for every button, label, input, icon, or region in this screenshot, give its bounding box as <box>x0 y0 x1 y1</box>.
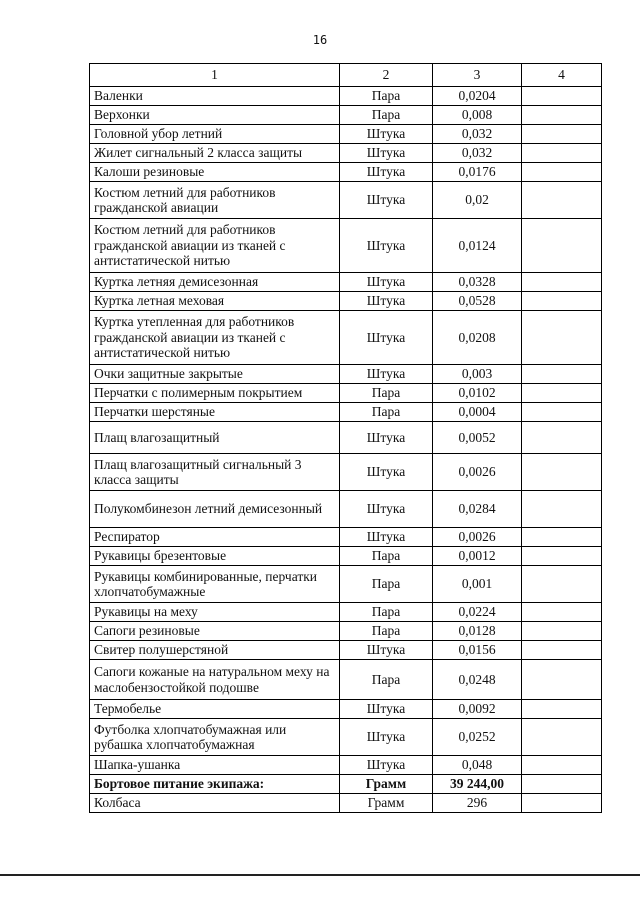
table-row <box>90 365 602 384</box>
quantity-cell: 0,0026 <box>433 454 522 491</box>
quantity-cell: 0,0176 <box>433 163 522 182</box>
unit-cell: Штука <box>340 454 433 491</box>
unit-cell: Штука <box>340 422 433 454</box>
quantity-cell: 0,0252 <box>433 719 522 756</box>
unit-cell: Штука <box>340 365 433 384</box>
table-row <box>90 491 602 528</box>
quantity-cell: 0,048 <box>433 756 522 775</box>
table-row <box>90 144 602 163</box>
quantity-cell: 0,0026 <box>433 528 522 547</box>
unit-cell: Грамм <box>340 775 433 794</box>
table-row <box>90 273 602 292</box>
empty-cell <box>522 547 602 566</box>
unit-cell: Пара <box>340 622 433 641</box>
unit-cell: Пара <box>340 660 433 700</box>
empty-cell <box>522 292 602 311</box>
table-row <box>90 794 602 813</box>
quantity-cell: 0,032 <box>433 144 522 163</box>
item-name-cell: Футболка хлопчатобумажная или рубашка хлопчатобумажная <box>90 719 340 756</box>
item-name-cell: Полукомбинезон летний демисезонный <box>90 491 340 528</box>
column-header-3: 3 <box>433 64 522 87</box>
empty-cell <box>522 566 602 603</box>
empty-cell <box>522 87 602 106</box>
item-name-cell: Костюм летний для работников гражданской авиации <box>90 182 340 219</box>
table-row <box>90 622 602 641</box>
item-name-cell: Костюм летний для работников гражданской авиации из тканей с антистатической нитью <box>90 219 340 273</box>
item-name-cell: Перчатки шерстяные <box>90 403 340 422</box>
table-row <box>90 566 602 603</box>
table-row <box>90 700 602 719</box>
unit-cell: Штука <box>340 641 433 660</box>
item-name-cell: Рукавицы комбинированные, перчатки хлопчатобумажные <box>90 566 340 603</box>
column-header-2: 2 <box>340 64 433 87</box>
table-row <box>90 641 602 660</box>
item-name-cell: Жилет сигнальный 2 класса защиты <box>90 144 340 163</box>
column-header-4: 4 <box>522 64 602 87</box>
quantity-cell: 296 <box>433 794 522 813</box>
unit-cell: Пара <box>340 403 433 422</box>
table-row <box>90 87 602 106</box>
item-name-cell: Очки защитные закрытые <box>90 365 340 384</box>
item-name-cell: Бортовое питание экипажа: <box>90 775 340 794</box>
quantity-cell: 0,0224 <box>433 603 522 622</box>
unit-cell: Штука <box>340 756 433 775</box>
unit-cell: Пара <box>340 384 433 403</box>
empty-cell <box>522 106 602 125</box>
column-header-1: 1 <box>90 64 340 87</box>
quantity-cell: 0,0092 <box>433 700 522 719</box>
empty-cell <box>522 403 602 422</box>
table-row <box>90 454 602 491</box>
table-row <box>90 603 602 622</box>
unit-cell: Штука <box>340 528 433 547</box>
table-row <box>90 422 602 454</box>
empty-cell <box>522 794 602 813</box>
item-name-cell: Рукавицы брезентовые <box>90 547 340 566</box>
item-name-cell: Куртка утепленная для работников гражданской авиации из тканей с антистатической нитью <box>90 311 340 365</box>
quantity-cell: 0,0204 <box>433 87 522 106</box>
item-name-cell: Сапоги резиновые <box>90 622 340 641</box>
empty-cell <box>522 422 602 454</box>
quantity-cell: 0,0528 <box>433 292 522 311</box>
empty-cell <box>522 700 602 719</box>
empty-cell <box>522 125 602 144</box>
unit-cell: Штука <box>340 311 433 365</box>
item-name-cell: Плащ влагозащитный сигнальный 3 класса защиты <box>90 454 340 491</box>
table-row <box>90 292 602 311</box>
empty-cell <box>522 219 602 273</box>
quantity-cell: 39 244,00 <box>433 775 522 794</box>
item-name-cell: Шапка-ушанка <box>90 756 340 775</box>
quantity-cell: 0,0208 <box>433 311 522 365</box>
empty-cell <box>522 454 602 491</box>
page-bottom-border <box>0 874 640 876</box>
quantity-cell: 0,0102 <box>433 384 522 403</box>
unit-cell: Штука <box>340 163 433 182</box>
empty-cell <box>522 719 602 756</box>
item-name-cell: Плащ влагозащитный <box>90 422 340 454</box>
item-name-cell: Верхонки <box>90 106 340 125</box>
unit-cell: Штука <box>340 125 433 144</box>
quantity-cell: 0,001 <box>433 566 522 603</box>
empty-cell <box>522 603 602 622</box>
table-row <box>90 775 602 794</box>
supply-table <box>89 63 602 813</box>
table-row <box>90 219 602 273</box>
item-name-cell: Валенки <box>90 87 340 106</box>
unit-cell: Штука <box>340 491 433 528</box>
unit-cell: Пара <box>340 547 433 566</box>
quantity-cell: 0,0124 <box>433 219 522 273</box>
quantity-cell: 0,0284 <box>433 491 522 528</box>
page-number: 16 <box>312 33 328 47</box>
table-header-row <box>90 64 602 87</box>
table-row <box>90 719 602 756</box>
empty-cell <box>522 756 602 775</box>
item-name-cell: Калоши резиновые <box>90 163 340 182</box>
empty-cell <box>522 273 602 292</box>
empty-cell <box>522 144 602 163</box>
table-row <box>90 125 602 144</box>
item-name-cell: Колбаса <box>90 794 340 813</box>
empty-cell <box>522 491 602 528</box>
empty-cell <box>522 775 602 794</box>
empty-cell <box>522 182 602 219</box>
quantity-cell: 0,0156 <box>433 641 522 660</box>
empty-cell <box>522 528 602 547</box>
item-name-cell: Свитер полушерстяной <box>90 641 340 660</box>
table-row <box>90 384 602 403</box>
table-row <box>90 660 602 700</box>
empty-cell <box>522 163 602 182</box>
table-row <box>90 547 602 566</box>
empty-cell <box>522 384 602 403</box>
item-name-cell: Респиратор <box>90 528 340 547</box>
quantity-cell: 0,0128 <box>433 622 522 641</box>
quantity-cell: 0,0004 <box>433 403 522 422</box>
empty-cell <box>522 365 602 384</box>
quantity-cell: 0,02 <box>433 182 522 219</box>
empty-cell <box>522 660 602 700</box>
item-name-cell: Термобелье <box>90 700 340 719</box>
quantity-cell: 0,003 <box>433 365 522 384</box>
unit-cell: Штука <box>340 273 433 292</box>
quantity-cell: 0,0052 <box>433 422 522 454</box>
table-row <box>90 528 602 547</box>
empty-cell <box>522 311 602 365</box>
unit-cell: Штука <box>340 219 433 273</box>
quantity-cell: 0,032 <box>433 125 522 144</box>
unit-cell: Пара <box>340 87 433 106</box>
item-name-cell: Сапоги кожаные на натуральном меху на маслобензостойкой подошве <box>90 660 340 700</box>
unit-cell: Пара <box>340 566 433 603</box>
unit-cell: Штука <box>340 292 433 311</box>
table-row <box>90 403 602 422</box>
unit-cell: Штука <box>340 144 433 163</box>
quantity-cell: 0,0012 <box>433 547 522 566</box>
table-row <box>90 311 602 365</box>
item-name-cell: Перчатки с полимерным покрытием <box>90 384 340 403</box>
unit-cell: Грамм <box>340 794 433 813</box>
item-name-cell: Головной убор летний <box>90 125 340 144</box>
empty-cell <box>522 622 602 641</box>
unit-cell: Пара <box>340 106 433 125</box>
unit-cell: Штука <box>340 719 433 756</box>
table-row <box>90 182 602 219</box>
table-row <box>90 106 602 125</box>
quantity-cell: 0,008 <box>433 106 522 125</box>
unit-cell: Штука <box>340 182 433 219</box>
table-row <box>90 163 602 182</box>
unit-cell: Штука <box>340 700 433 719</box>
unit-cell: Пара <box>340 603 433 622</box>
quantity-cell: 0,0328 <box>433 273 522 292</box>
table-row <box>90 756 602 775</box>
quantity-cell: 0,0248 <box>433 660 522 700</box>
empty-cell <box>522 641 602 660</box>
item-name-cell: Рукавицы на меху <box>90 603 340 622</box>
item-name-cell: Куртка летная меховая <box>90 292 340 311</box>
item-name-cell: Куртка летняя демисезонная <box>90 273 340 292</box>
